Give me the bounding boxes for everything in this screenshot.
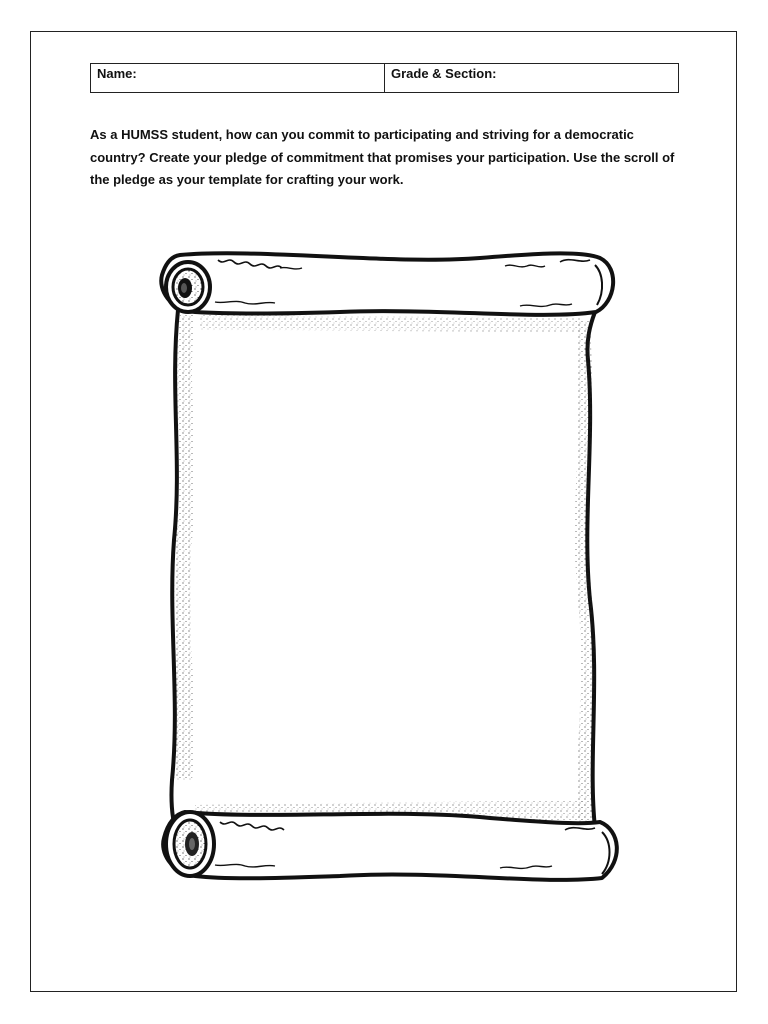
name-field[interactable]: [91, 64, 385, 93]
scroll-sheet: [171, 310, 595, 840]
parchment-scroll-icon: [140, 240, 630, 890]
pledge-scroll[interactable]: [140, 240, 630, 890]
name-label: Name:: [97, 66, 137, 81]
student-info-table: [90, 63, 679, 93]
grade-section-label: Grade & Section:: [391, 66, 497, 81]
grade-section-field[interactable]: [385, 64, 679, 93]
instructions-text: As a HUMSS student, how can you commit to participating and striving for a democratic country? Create your pledge of commitment that promises your participation. Use the scroll of the pledge as your template for crafting your work.: [90, 127, 675, 187]
